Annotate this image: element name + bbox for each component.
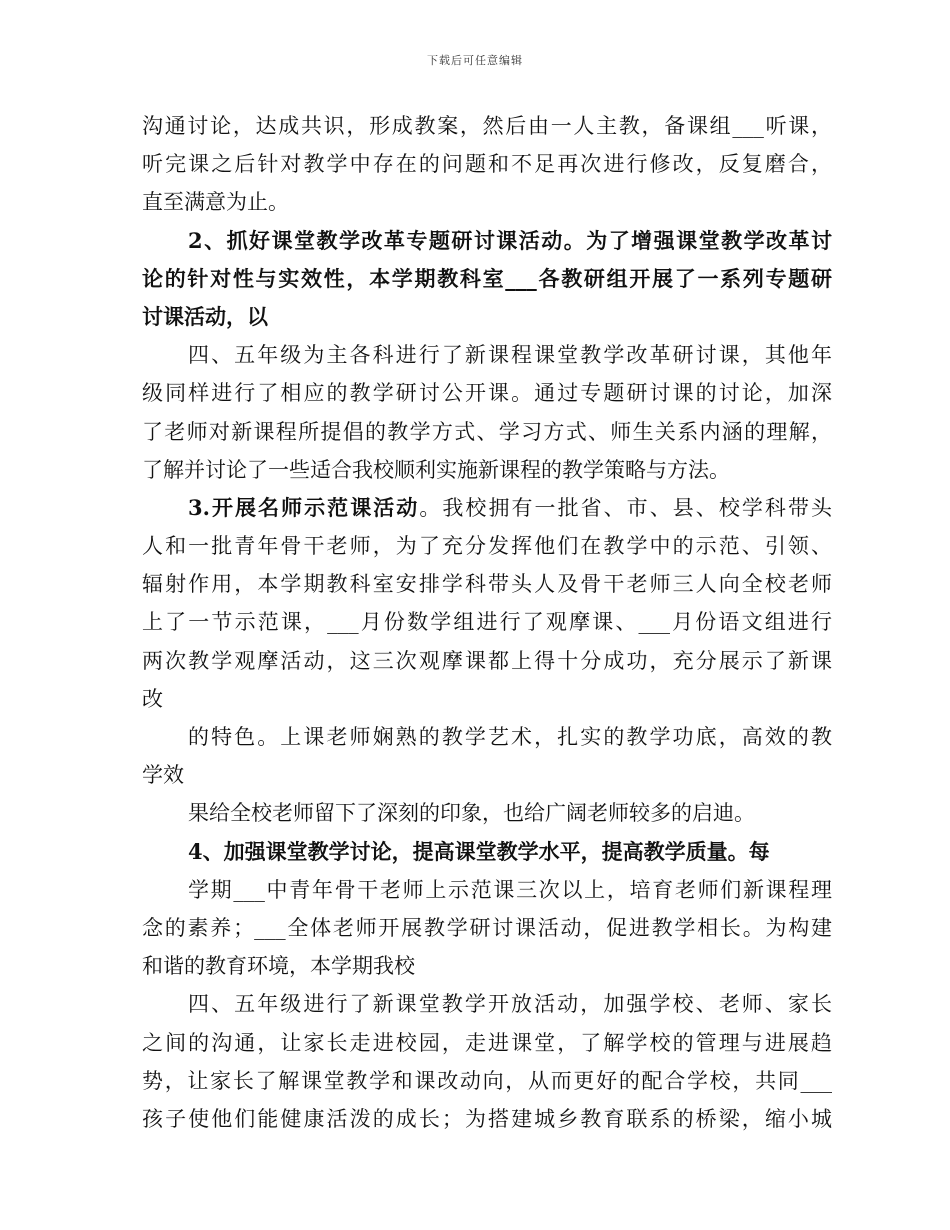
text-line: 人和一批青年骨干老师，为了充分发挥他们在教学中的示范、引领、 bbox=[142, 534, 832, 559]
text-line: 听完课之后针对教学中存在的问题和不足再次进行修改，反复磨合， bbox=[142, 152, 832, 177]
bold-heading: 3.开展名师示范课活动 bbox=[188, 494, 420, 520]
text-line: 和谐的教育环境，本学期我校 bbox=[142, 954, 415, 979]
text-line: 论的针对性与实效性，本学期教科室___各教研组开展了一系列专题研 bbox=[142, 265, 832, 291]
page-header: 下载后可任意编辑 bbox=[427, 54, 523, 67]
text-line: 改 bbox=[142, 686, 163, 711]
text-line: 四、五年级进行了新课堂教学开放活动，加强学校、老师、家长 bbox=[188, 992, 832, 1017]
text-line: 沟通讨论，达成共识，形成教案，然后由一人主教，备课组___听课， bbox=[142, 114, 832, 138]
text-line: 了解并讨论了一些适合我校顺利实施新课程的教学策略与方法。 bbox=[142, 457, 730, 482]
text-line: 4、加强课堂教学讨论，提高课堂教学水平，提高教学质量。每 bbox=[188, 838, 770, 864]
text-line: 直至满意为止。 bbox=[142, 190, 289, 215]
text-line: 果给全校老师留下了深刻的印象，也给广阔老师较多的启迪。 bbox=[188, 801, 755, 826]
text-line: 念的素养；___全体老师开展教学研讨课活动，促进教学相长。为构建 bbox=[142, 915, 832, 940]
text-line: 辐射作用，本学期教科室安排学科带头人及骨干老师三人向全校老师 bbox=[142, 572, 832, 597]
text-line: 级同样进行了相应的教学研讨公开课。通过专题研讨课的讨论，加深 bbox=[142, 381, 832, 406]
text-line: 四、五年级为主各科进行了新课程课堂教学改革研讨课，其他年 bbox=[188, 343, 832, 368]
text-line: 3.开展名师示范课活动。我校拥有一批省、市、县、校学科带头 bbox=[188, 494, 832, 520]
text-line: 势，让家长了解课堂教学和课改动向，从而更好的配合学校，共同___ bbox=[142, 1068, 832, 1093]
text-line: 的特色。上课老师娴熟的教学艺术，扎实的教学功底，高效的教 bbox=[188, 725, 832, 749]
text-line: 学期___中青年骨干老师上示范课三次以上，培育老师们新课程理 bbox=[188, 877, 832, 902]
text-line: 上了一节示范课，___月份数学组进行了观摩课、___月份语文组进行 bbox=[142, 610, 832, 635]
text-line: 之间的沟通，让家长走进校园，走进课堂，了解学校的管理与进展趋 bbox=[142, 1030, 832, 1055]
text-line: 两次教学观摩活动，这三次观摩课都上得十分成功，充分展示了新课 bbox=[142, 648, 832, 673]
text-line: 学效 bbox=[142, 763, 184, 788]
text-line: 2、抓好课堂教学改革专题研讨课活动。为了增强课堂教学改革讨 bbox=[188, 227, 832, 253]
text-line: 孩子使他们能健康活泼的成长；为搭建城乡教育联系的桥梁，缩小城 bbox=[142, 1106, 832, 1131]
document-body bbox=[142, 107, 832, 1138]
text-line: 了老师对新课程所提倡的教学方式、学习方式、师生关系内涵的理解， bbox=[142, 419, 832, 444]
text-line: 讨课活动，以 bbox=[142, 303, 268, 329]
